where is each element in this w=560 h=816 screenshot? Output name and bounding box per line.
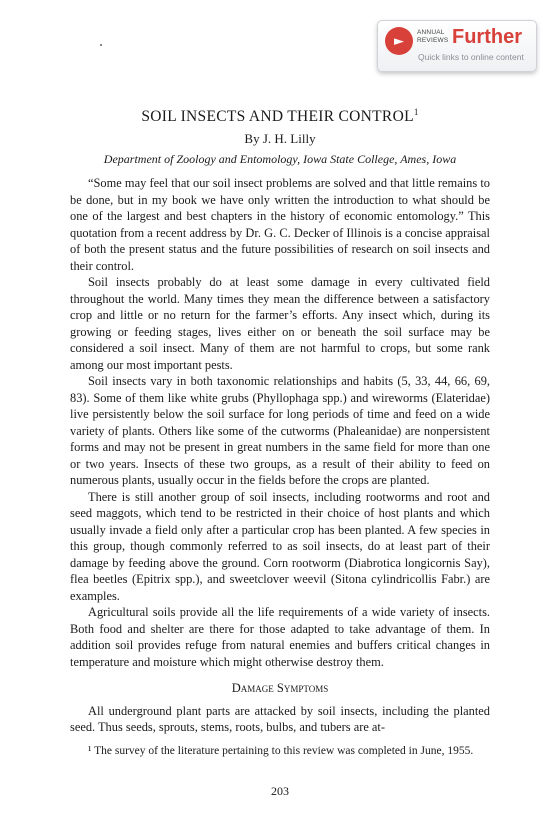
stray-dot: [100, 44, 102, 46]
further-badge[interactable]: [377, 20, 537, 72]
author-affiliation: Department of Zoology and Entomology, Iowa State College, Ames, Iowa: [103, 152, 457, 166]
paragraph-3: Soil insects vary in both taxonomic relationships and habits (5, 33, 44, 66, 69, 83). Some of them like white grubs (Phyllophaga spp.) and wireworms (Elateridae) live persistently below the soil surface for long periods of time and feed on a wide variety of plants. Others like some of the cutworms (Phaleanidae) are nonpersistent forms and may not be present in great numbers in the same field for more than one or two years. Insects of these two groups, as a result of their ability to feed on numerous plants, usually occur in the fields before the crops are planted.: [70, 374, 490, 487]
paragraph-1: “Some may feel that our soil insect problems are solved and that little remains to be done, but in my book we have only written the introduction to what should be one of the largest and best chapters in the history of economic entomology.” This quotation from a recent address by Dr. G. C. Decker of Illinois is a concise appraisal of both the present status and the future possibilities of research on soil insects and their control.: [70, 176, 490, 273]
further-tagline: Quick links to online content: [418, 52, 524, 62]
paragraph-5: Agricultural soils provide all the life requirements of a wide variety of insects. Both food and shelter are there for those adapted to take advantage of them. In addition soil provides refuge from natural enemies and buffers critical changes in temperature and moisture which might otherwise destroy them.: [70, 605, 490, 669]
play-icon: ►: [385, 27, 413, 55]
page-number: 203: [271, 784, 289, 798]
section-heading: Damage Symptoms: [231, 681, 329, 695]
annual-reviews-logo-text: ANNUAL REVIEWS: [417, 29, 449, 44]
article-title: SOIL INSECTS AND THEIR CONTROL$^1$: [141, 107, 419, 126]
section-paragraph: All underground plant parts are attacked by soil insects, including the planted seed. Thus seeds, sprouts, stems, roots, bulbs, and tubers are at-: [70, 703, 490, 734]
article-body: [70, 175, 490, 736]
author-byline: By J. H. Lilly: [244, 131, 316, 146]
further-label: Further: [452, 26, 522, 48]
title-footnote-marker: 1: [413, 107, 419, 117]
paragraph-4: There is still another group of soil insects, including rootworms and root and seed maggots, which tend to be restricted in their choice of host plants and which usually invade a field only after a particular crop has been planted. A few species in this group, though commonly referred to as soil insects, do at least part of their damage by feeding above the ground. Corn rootworm (Diabrotica longicornis Say), flea beetles (Epitrix spp.), and sweetclover weevil (Sitona cylindricollis Fabr.) are examples.: [70, 489, 490, 603]
footnote: ¹ The survey of the literature pertaining to this review was completed in June, 1955.: [88, 745, 474, 757]
paragraph-2: Soil insects probably do at least some damage in every cultivated field throughout the world. Many times they mean the difference between a satisfactory crop and little or no return for the farmer’s efforts. Any insect which, during its growing or feeding stages, lives either on or beneath the soil surface may be considered a soil insect. Many of them are not harmful to crops, but some rank among our most important pests.: [70, 275, 490, 372]
